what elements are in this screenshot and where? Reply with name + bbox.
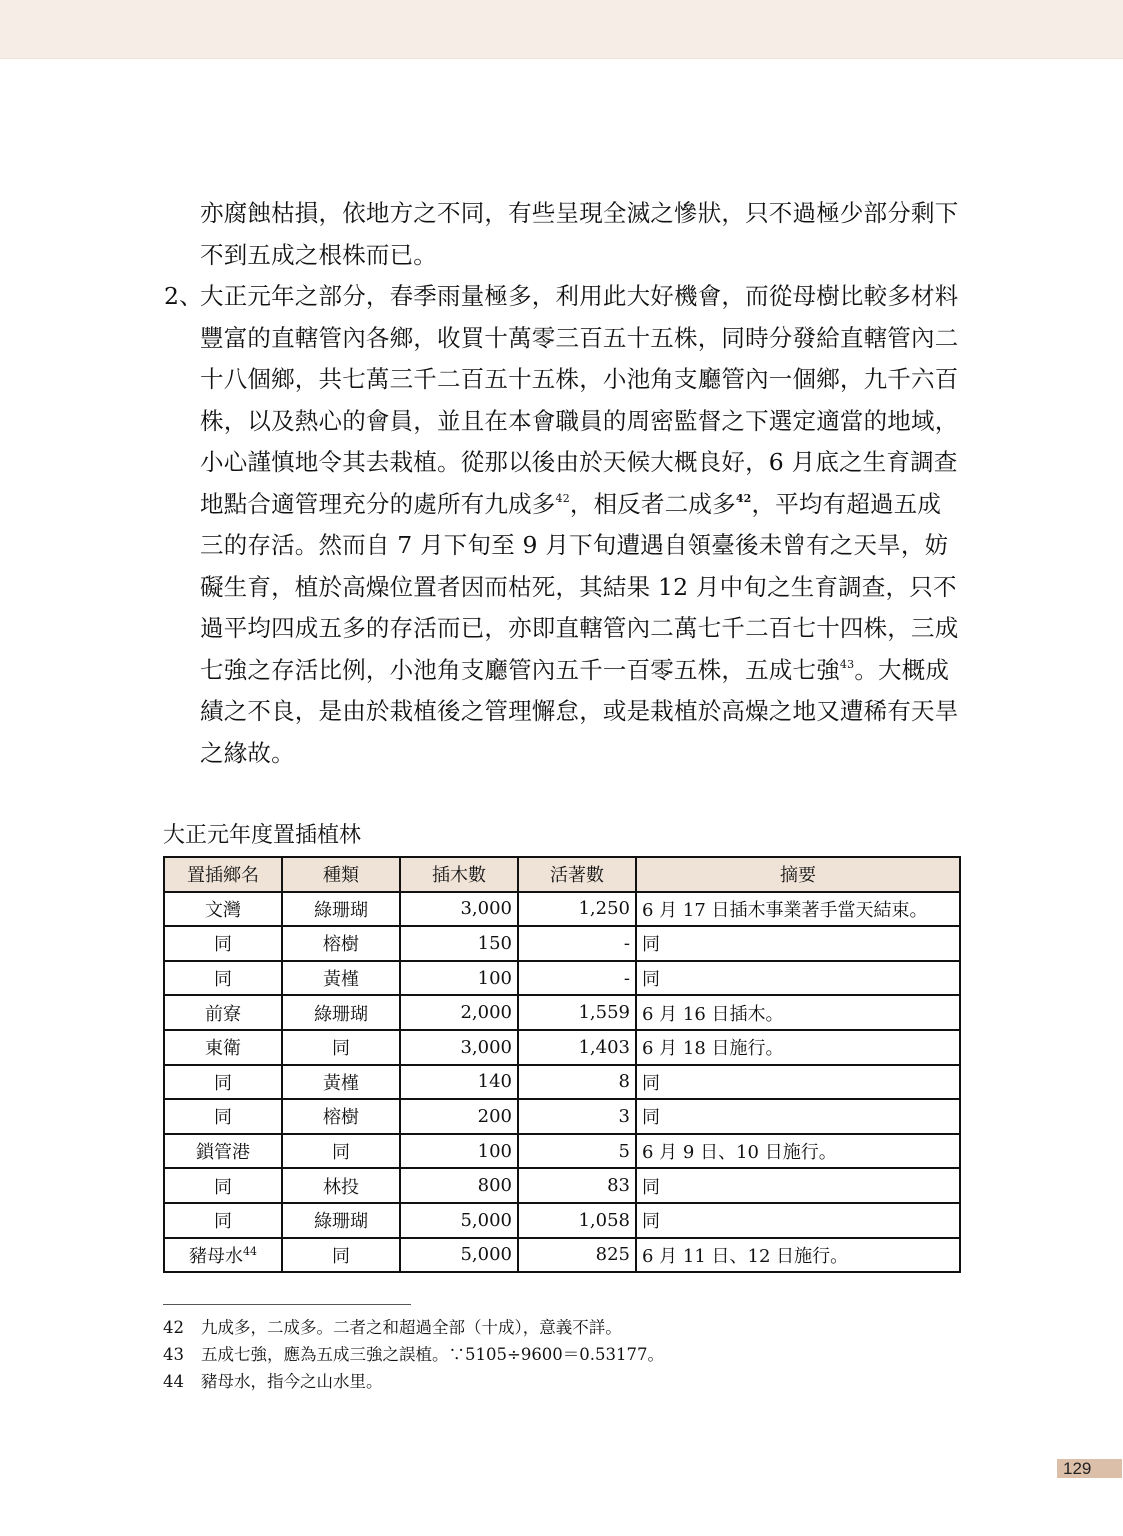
- cell-planted: [400, 995, 518, 1030]
- cell-kind-text: 綠珊瑚: [314, 1003, 368, 1025]
- table-row: [164, 1065, 960, 1100]
- cell-note: [636, 1134, 960, 1169]
- cell-note: [636, 926, 960, 961]
- cell-village-text: 同: [214, 934, 232, 956]
- cell-alive: [518, 926, 636, 961]
- cell-alive: [518, 1065, 636, 1100]
- cell-kind: [282, 995, 400, 1030]
- cell-alive-text: -: [623, 932, 630, 954]
- cell-alive: [518, 892, 636, 927]
- cell-village-text: 同: [214, 969, 232, 991]
- cell-alive-text: 5: [618, 1140, 630, 1162]
- cell-planted-text: 100: [477, 967, 512, 989]
- cell-alive-text: 1,559: [578, 1002, 630, 1024]
- cell-kind: [282, 1134, 400, 1169]
- cell-planted: [400, 1065, 518, 1100]
- cell-planted: [400, 1168, 518, 1203]
- cell-village-text: 同: [214, 1107, 232, 1129]
- cell-note-text: 同: [642, 1107, 660, 1129]
- cell-alive: [518, 1203, 636, 1238]
- cell-kind-text: 同: [332, 1245, 350, 1267]
- cell-kind-text: 黃槿: [323, 1072, 359, 1094]
- cell-alive-text: 1,058: [578, 1209, 630, 1231]
- table-row: [164, 1134, 960, 1169]
- cell-kind: [282, 892, 400, 927]
- cell-planted: [400, 926, 518, 961]
- footnote-43: [163, 1341, 923, 1368]
- cell-note-text: 6 月 17 日插木事業著手當天結束。: [642, 899, 928, 921]
- table-row: [164, 1238, 960, 1273]
- cell-note: [636, 995, 960, 1030]
- cell-note-text: 6 月 11 日、12 日施行。: [642, 1245, 849, 1267]
- cell-village-text: 同: [214, 1176, 232, 1198]
- paragraph-text: ，平均有超過五成三的存活。然而自 7 月下旬至 9 月下旬遭遇自領臺後未曾有之天旱，妨礙生育，植於高燥位置者因而枯死，其結果 12 月中旬之生育調查，只不過平均四成五多的存活而已，亦即直轄管內二萬七千二百七十四株，三成七強之存活比例，小池角支廳管內五千一百零五株，五成七強: [200, 489, 959, 684]
- cell-alive: [518, 1238, 636, 1273]
- cell-note: [636, 892, 960, 927]
- cell-village: [164, 892, 282, 927]
- cell-note: [636, 1238, 960, 1273]
- cell-village: [164, 1065, 282, 1100]
- cell-planted: [400, 1099, 518, 1134]
- footnote-number: 42: [163, 1318, 184, 1337]
- cell-note-text: 同: [642, 1176, 660, 1198]
- cell-planted: [400, 961, 518, 996]
- cell-planted-text: 2,000: [460, 1002, 512, 1024]
- cell-note-text: 同: [642, 934, 660, 956]
- cell-village-text: 同: [214, 1072, 232, 1094]
- cell-alive: [518, 1099, 636, 1134]
- cell-kind: [282, 961, 400, 996]
- cell-alive: [518, 1030, 636, 1065]
- cell-planted-text: 150: [477, 932, 512, 954]
- cell-note: [636, 1168, 960, 1203]
- cell-village: [164, 1203, 282, 1238]
- cell-village-text: 前寮: [205, 1003, 241, 1025]
- column-header-village: 置插鄉名: [164, 857, 282, 892]
- cell-alive-text: 825: [595, 1244, 630, 1266]
- list-item-2: [164, 276, 964, 774]
- column-header-planted: 插木數: [400, 857, 518, 892]
- footnote-ref[interactable]: 44: [243, 1244, 257, 1258]
- cell-planted-text: 5,000: [460, 1209, 512, 1231]
- cell-kind-text: 綠珊瑚: [314, 1211, 368, 1233]
- cell-village: [164, 1168, 282, 1203]
- cell-village: [164, 1134, 282, 1169]
- footnotes: [163, 1314, 923, 1395]
- paragraph-text: ，相反者二成多: [569, 489, 736, 518]
- cell-planted-text: 5,000: [460, 1244, 512, 1266]
- cell-planted: [400, 1203, 518, 1238]
- cell-village: [164, 1099, 282, 1134]
- paragraph-text: 大正元年之部分，春季雨量極多，利用此大好機會，而從母樹比較多材料豐富的直轄管內各鄉，收買十萬零三百五十五株，同時分發給直轄管內二十八個鄉，共七萬三千二百五十五株，小池角支廳管內一個鄉，九千六百株，以及熱心的會員，並且在本會職員的周密監督之下選定適當的地域，小心謹慎地令其去栽植。從那以後由於天候大概良好，6 月底之生育調查地點合適管理充分的處所有九成多: [200, 282, 959, 518]
- footnote-number: 44: [163, 1372, 184, 1391]
- body-text: [164, 193, 964, 774]
- cell-kind: [282, 1099, 400, 1134]
- footnote-ref[interactable]: 43: [839, 657, 855, 671]
- footnote-number: 43: [163, 1345, 184, 1364]
- footnote-ref[interactable]: 42: [735, 491, 752, 505]
- cell-planted: [400, 1030, 518, 1065]
- cell-kind: [282, 1203, 400, 1238]
- cell-alive-text: -: [623, 967, 630, 989]
- cell-alive-text: 83: [607, 1175, 630, 1197]
- cell-note: [636, 1099, 960, 1134]
- table-row: [164, 995, 960, 1030]
- cell-kind-text: 榕樹: [323, 1107, 359, 1129]
- cell-alive-text: 3: [618, 1105, 630, 1127]
- cell-note-text: 6 月 16 日插木。: [642, 1003, 784, 1025]
- paragraph-line: 亦腐蝕枯損，依地方之不同，有些呈現全滅之慘狀，只不過極少部分剩下: [200, 199, 959, 227]
- cell-note: [636, 1030, 960, 1065]
- cell-note-text: 6 月 18 日施行。: [642, 1038, 784, 1060]
- cell-village: [164, 1030, 282, 1065]
- cell-alive-text: 1,403: [578, 1036, 630, 1058]
- cell-village-text: 文灣: [205, 899, 241, 921]
- list-item-number: 2、: [164, 282, 203, 310]
- table-row: [164, 1168, 960, 1203]
- cell-planted-text: 140: [477, 1071, 512, 1093]
- cell-planted-text: 800: [477, 1175, 512, 1197]
- cell-note-text: 同: [642, 969, 660, 991]
- cell-kind-text: 榕樹: [323, 934, 359, 956]
- cell-kind: [282, 1065, 400, 1100]
- table-body: [164, 892, 960, 1273]
- cell-planted: [400, 1134, 518, 1169]
- footnote-text: 九成多，二成多。二者之和超過全部（十成），意義不詳。: [201, 1318, 622, 1337]
- cell-kind: [282, 1238, 400, 1273]
- cell-kind-text: 同: [332, 1038, 350, 1060]
- cell-village: [164, 995, 282, 1030]
- cell-kind-text: 黃槿: [323, 969, 359, 991]
- cell-note-text: 同: [642, 1211, 660, 1233]
- cell-planted-text: 200: [477, 1105, 512, 1127]
- footnote-42: [163, 1314, 923, 1341]
- table-row: [164, 1099, 960, 1134]
- cell-alive: [518, 1134, 636, 1169]
- cell-alive: [518, 961, 636, 996]
- cell-planted-text: 100: [477, 1140, 512, 1162]
- table-row: [164, 1030, 960, 1065]
- cell-planted-text: 3,000: [460, 898, 512, 920]
- cell-alive: [518, 995, 636, 1030]
- table-header-row: [164, 857, 960, 892]
- cell-village-text: 東衛: [205, 1038, 241, 1060]
- cell-kind: [282, 1168, 400, 1203]
- paragraph-text: 。大概成績之不良，是由於栽植後之管理懈怠，或是栽植於高燥之地又遭稀有天旱之緣故。: [200, 655, 959, 767]
- cell-kind-text: 林投: [323, 1176, 359, 1198]
- column-header-alive: 活著數: [518, 857, 636, 892]
- cell-alive-text: 8: [618, 1071, 630, 1093]
- footnote-divider: [163, 1304, 411, 1305]
- planting-table: [163, 856, 961, 1273]
- table-caption: 大正元年度置插植林: [163, 823, 362, 848]
- cell-kind-text: 綠珊瑚: [314, 899, 368, 921]
- cell-note-text: 同: [642, 1072, 660, 1094]
- cell-village-text: 豬母水: [189, 1245, 243, 1267]
- cell-village: [164, 926, 282, 961]
- cell-alive-text: 1,250: [578, 898, 630, 920]
- footnote-text: 五成七強，應為五成三強之誤植。∵5105÷9600＝0.53177。: [201, 1345, 665, 1364]
- cell-note: [636, 1203, 960, 1238]
- cell-kind-text: 同: [332, 1142, 350, 1164]
- table-row: [164, 892, 960, 927]
- cell-kind: [282, 926, 400, 961]
- cell-kind: [282, 1030, 400, 1065]
- page-header-band: [0, 0, 1123, 59]
- cell-planted: [400, 1238, 518, 1273]
- cell-village-text: 同: [214, 1211, 232, 1233]
- cell-note-text: 6 月 9 日、10 日施行。: [642, 1142, 837, 1164]
- cell-note: [636, 961, 960, 996]
- page-number: 129: [1057, 1459, 1122, 1478]
- table-row: [164, 1203, 960, 1238]
- column-header-kind: 種類: [282, 857, 400, 892]
- footnote-ref[interactable]: 42: [555, 491, 570, 505]
- cell-alive: [518, 1168, 636, 1203]
- continued-paragraph: [164, 193, 964, 276]
- cell-village: [164, 1238, 282, 1273]
- table-row: [164, 926, 960, 961]
- cell-village-text: 鎖管港: [196, 1142, 250, 1164]
- cell-planted: [400, 892, 518, 927]
- table-row: [164, 961, 960, 996]
- footnote-44: [163, 1368, 923, 1395]
- cell-village: [164, 961, 282, 996]
- cell-planted-text: 3,000: [460, 1036, 512, 1058]
- footnote-text: 豬母水，指今之山水里。: [201, 1372, 383, 1391]
- cell-note: [636, 1065, 960, 1100]
- paragraph-line: 不到五成之根株而已。: [200, 240, 437, 269]
- column-header-note: 摘要: [636, 857, 960, 892]
